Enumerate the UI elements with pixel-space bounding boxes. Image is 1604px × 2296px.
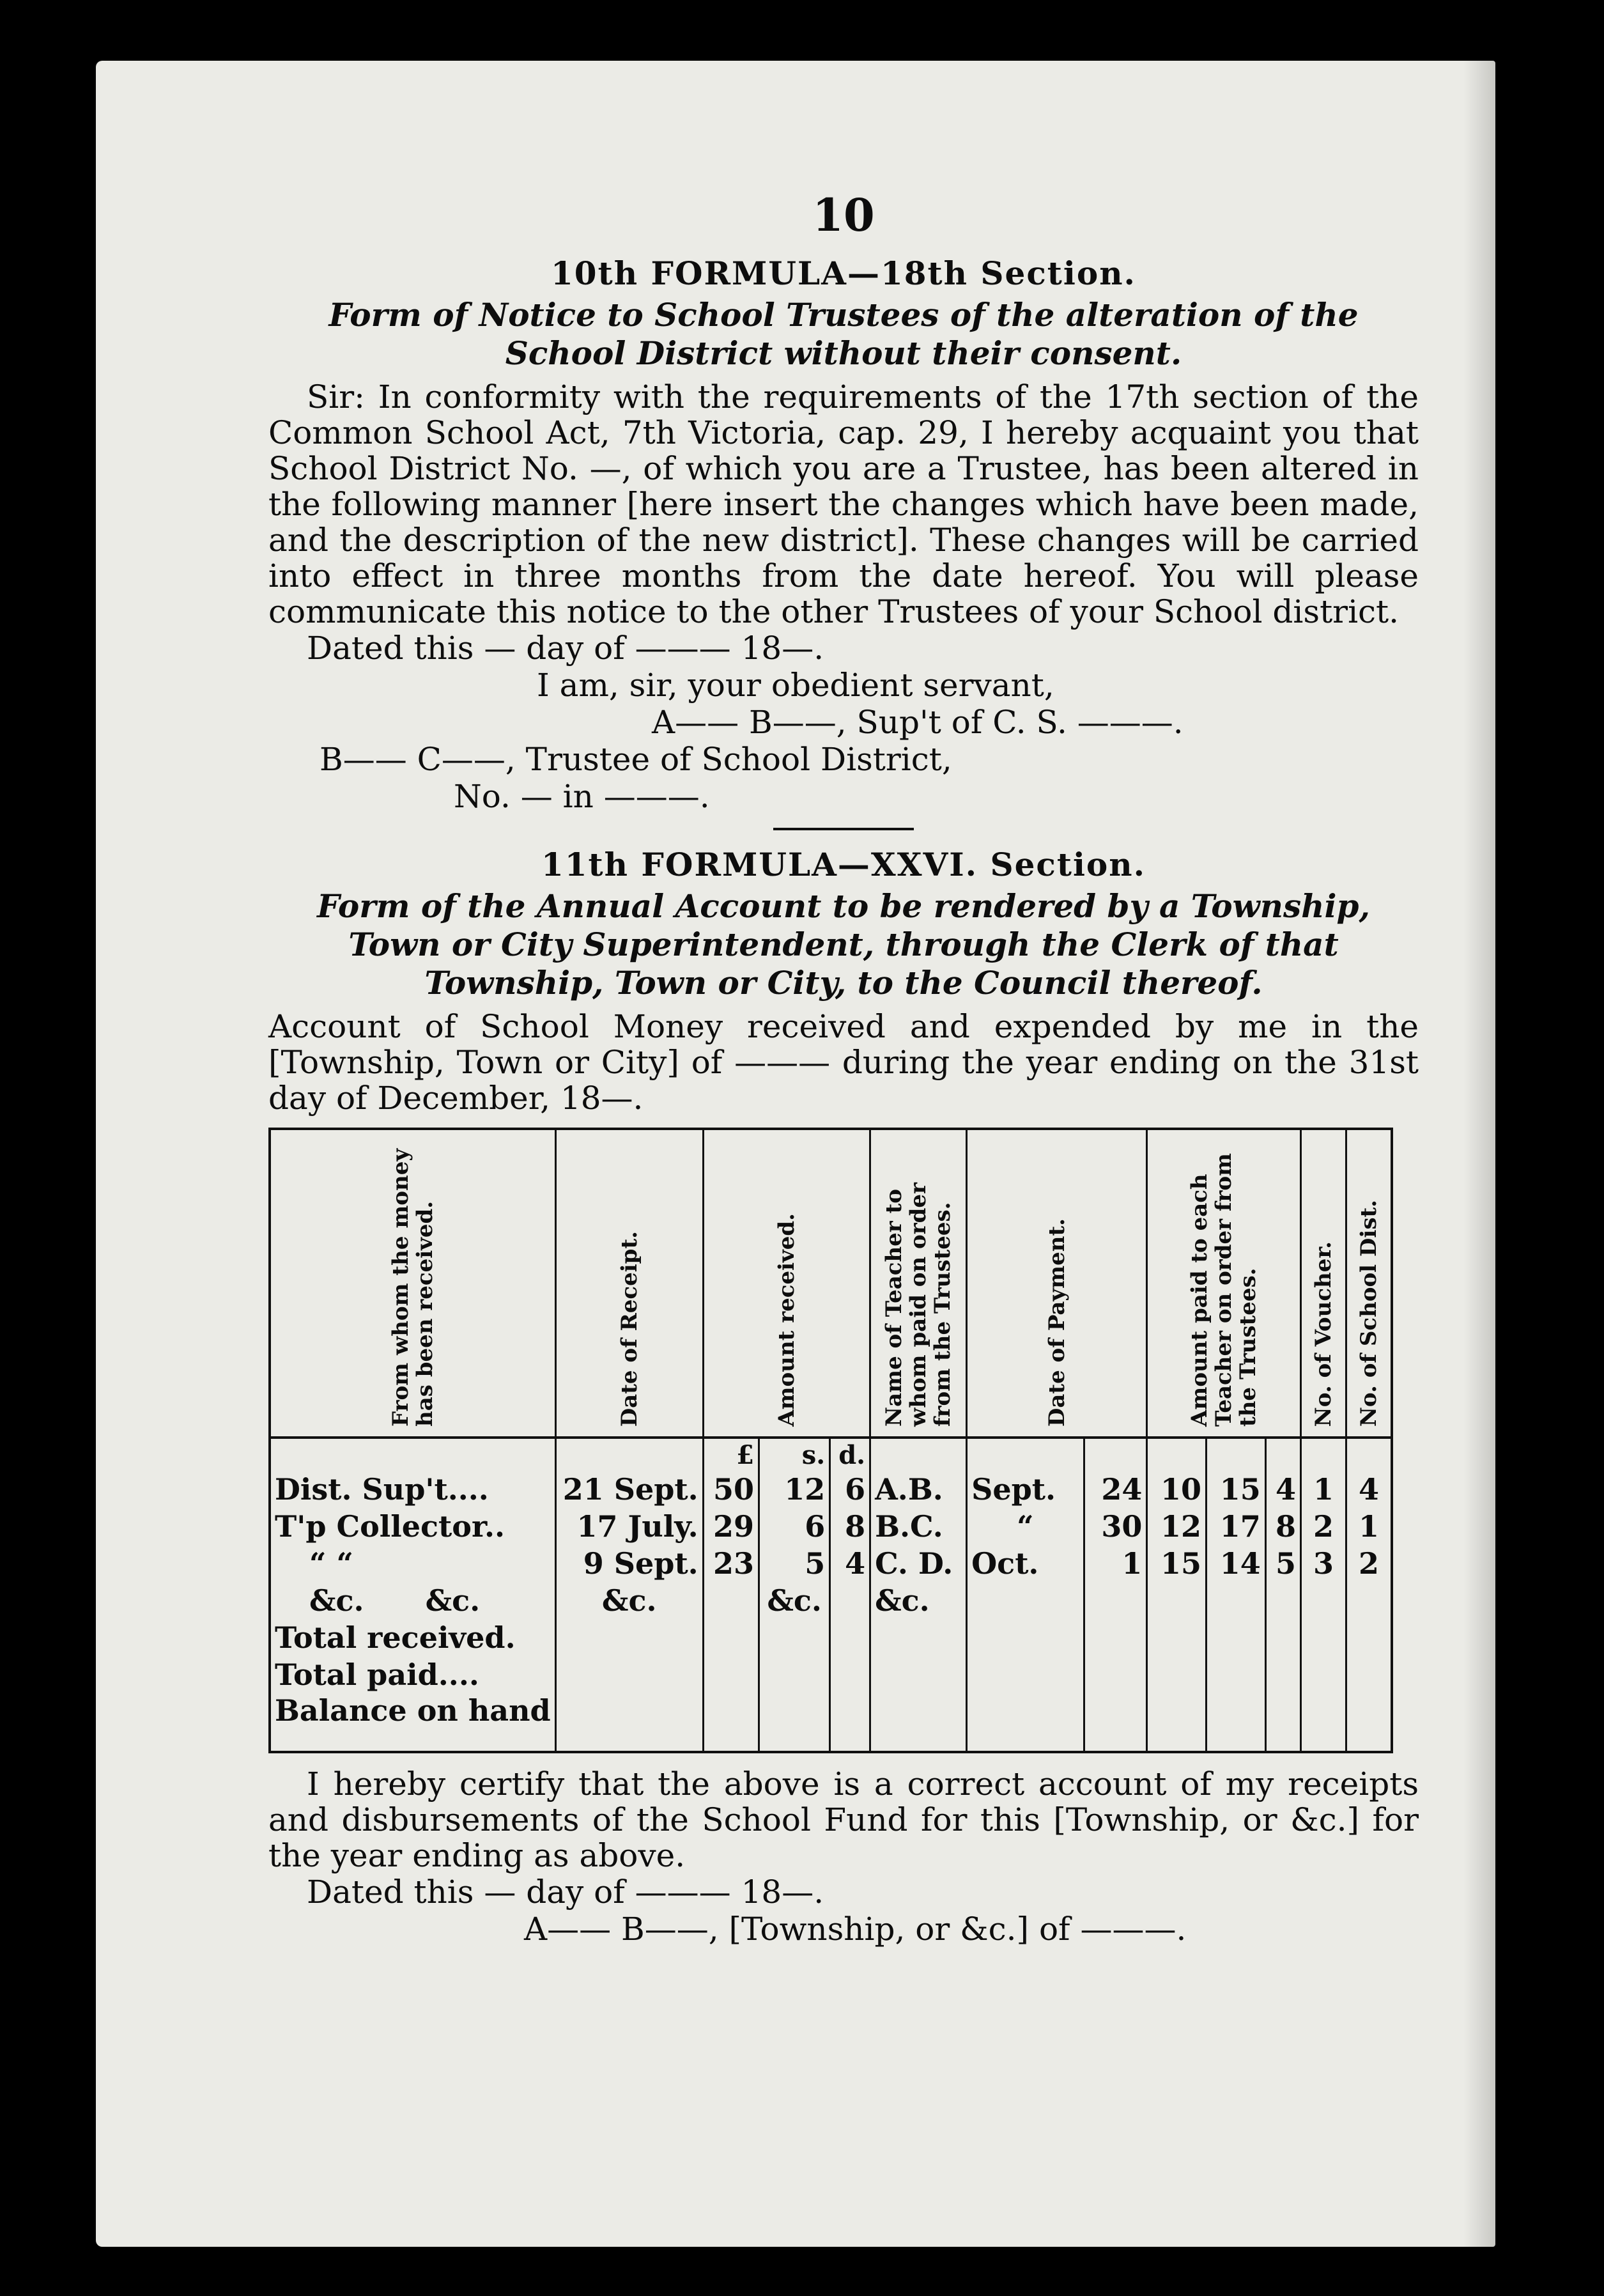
formula-11-intro: Account of School Money received and expended by me in the [Township, Town or City] of ——— during the year ending on the 31st day of December, 18—. [268, 1008, 1419, 1117]
column-header: From whom the money has been received. [270, 1129, 555, 1438]
formula-10-addressee: B—— C——, Trustee of School District, [320, 741, 952, 778]
date-of-receipt: 17 July. [555, 1508, 703, 1545]
subtitle-line: Form of Notice to School Trustees of the alteration of the [328, 296, 1359, 334]
column-header: No. of School Dist. [1346, 1129, 1392, 1438]
formula-11-section [268, 846, 1419, 1948]
voucher-number: 1 [1301, 1471, 1346, 1508]
payment-month: Oct. [967, 1545, 1084, 1582]
formula-10-dated: Dated this — day of ——— 18—. [307, 630, 824, 667]
amount-pounds: 23 [703, 1545, 759, 1582]
total-received-label: Total received. [270, 1619, 555, 1656]
total-row [270, 1656, 1392, 1693]
paid-pence: 8 [1265, 1508, 1300, 1545]
formula-11-certification: I hereby certify that the above is a correct account of my receipts and disbursements of the School Fund for this [Township, or &c.] for the year ending as above. [268, 1765, 1419, 1874]
formula-10-section [268, 254, 1419, 815]
payment-month: Sept. [967, 1471, 1084, 1508]
school-district-number: 4 [1346, 1471, 1392, 1508]
subtitle-line: Town or City Superintendent, through the Clerk of that [348, 926, 1339, 963]
column-header: Date of Payment. [967, 1129, 1147, 1438]
amount-pounds: 50 [703, 1471, 759, 1508]
shillings-unit: s. [759, 1438, 830, 1471]
total-row [270, 1619, 1392, 1656]
page-number: 10 [812, 189, 875, 242]
page-content [268, 189, 1419, 1948]
received-from: “ “ [270, 1545, 555, 1582]
amount-shillings: 12 [759, 1471, 830, 1508]
amount-pence: 4 [830, 1545, 870, 1582]
paid-pounds: 15 [1147, 1545, 1207, 1582]
formula-11-signature: A—— B——, [Township, or &c.] of ———. [524, 1911, 1187, 1948]
table-row [270, 1582, 1392, 1619]
total-paid-label: Total paid.... [270, 1656, 555, 1693]
subtitle-line: School District without their consent. [505, 334, 1182, 372]
voucher-number: 2 [1301, 1508, 1346, 1545]
voucher-number: 3 [1301, 1545, 1346, 1582]
payment-day: 1 [1084, 1545, 1147, 1582]
paid-pounds: 10 [1147, 1471, 1207, 1508]
total-row [270, 1693, 1392, 1752]
column-header: Amount paid to each Teacher on order from the Trustees. [1147, 1129, 1301, 1438]
paid-shillings: 14 [1207, 1545, 1266, 1582]
date-of-receipt: &c. [555, 1582, 703, 1619]
received-from: Dist. Sup't.... [270, 1471, 555, 1508]
formula-11-heading: 11th FORMULA—XXVI. Section. [541, 846, 1146, 883]
school-money-account-table [268, 1128, 1393, 1753]
received-from: &c. &c. [270, 1582, 555, 1619]
formula-10-body: Sir: In conformity with the requirements of the 17th section of the Common School Act, 7th Victoria, cap. 29, I hereby acquaint you that School District No. —, of which you are a Trustee, has been altered in the following manner [here insert the changes which have been made, and the description of the new district]. These changes will be carried into effect in three months from the date hereof. You will please communicate this notice to the other Trustees of your School district. [268, 378, 1419, 630]
amount-pence: 8 [830, 1508, 870, 1545]
amount-pounds: 29 [703, 1508, 759, 1545]
section-divider [773, 828, 914, 830]
amount-shillings: 6 [759, 1508, 830, 1545]
paid-shillings: 17 [1207, 1508, 1266, 1545]
pounds-unit: £ [703, 1438, 759, 1471]
column-header: No. of Voucher. [1301, 1129, 1346, 1438]
paid-pence: 4 [1265, 1471, 1300, 1508]
table-header-row [270, 1129, 1392, 1438]
table-row [270, 1471, 1392, 1508]
received-from: T'p Collector.. [270, 1508, 555, 1545]
teacher-name: A.B. [870, 1471, 967, 1508]
formula-10-signature: A—— B——, Sup't of C. S. ———. [652, 704, 1184, 741]
table-row [270, 1545, 1392, 1582]
formula-10-closing: I am, sir, your obedient servant, [537, 667, 1054, 704]
formula-11-dated: Dated this — day of ——— 18—. [307, 1873, 824, 1911]
page-gutter-shadow [1463, 61, 1495, 2247]
payment-month: “ [967, 1508, 1084, 1545]
scanned-page [96, 61, 1495, 2247]
school-district-number: 2 [1346, 1545, 1392, 1582]
paid-pounds: 12 [1147, 1508, 1207, 1545]
table-row [270, 1508, 1392, 1545]
payment-day: 24 [1084, 1471, 1147, 1508]
amount-pence: 6 [830, 1471, 870, 1508]
teacher-name: &c. [870, 1582, 967, 1619]
formula-10-heading: 10th FORMULA—18th Section. [551, 254, 1136, 292]
balance-on-hand-label: Balance on hand [270, 1693, 555, 1752]
formula-11-subtitle [268, 887, 1419, 1002]
formula-10-subtitle [268, 296, 1419, 373]
teacher-name: C. D. [870, 1545, 967, 1582]
column-header: Date of Receipt. [555, 1129, 703, 1438]
formula-10-addressee-district: No. — in ———. [454, 778, 710, 815]
teacher-name: B.C. [870, 1508, 967, 1545]
currency-units-row [270, 1438, 1392, 1471]
date-of-receipt: 9 Sept. [555, 1545, 703, 1582]
payment-day: 30 [1084, 1508, 1147, 1545]
pence-unit: d. [830, 1438, 870, 1471]
amount-etc: &c. [759, 1582, 830, 1619]
column-header: Name of Teacher to whom paid on order from the Trustees. [870, 1129, 967, 1438]
date-of-receipt: 21 Sept. [555, 1471, 703, 1508]
subtitle-line: Form of the Annual Account to be rendered by a Township, [317, 887, 1370, 925]
paid-shillings: 15 [1207, 1471, 1266, 1508]
school-district-number: 1 [1346, 1508, 1392, 1545]
column-header: Amount received. [703, 1129, 870, 1438]
amount-shillings: 5 [759, 1545, 830, 1582]
subtitle-line: Township, Town or City, to the Council thereof. [424, 964, 1263, 1002]
paid-pence: 5 [1265, 1545, 1300, 1582]
